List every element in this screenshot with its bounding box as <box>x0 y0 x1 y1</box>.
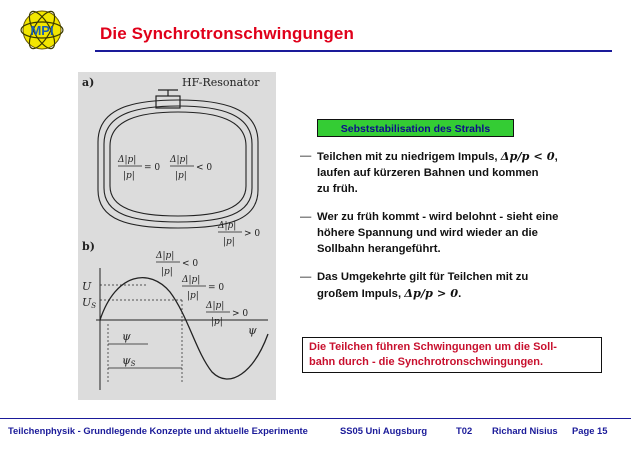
bullet-text: Sollbahn herangeführt. <box>317 243 441 255</box>
psi-label: ψ <box>122 330 131 343</box>
frac-num-2: Δ|p| <box>170 155 189 165</box>
title-divider <box>95 50 612 52</box>
bullet-text: höhere Spannung und wird wieder an die <box>317 227 538 239</box>
bullet-dash: — <box>300 211 312 223</box>
frac-num-1: Δ|p| <box>118 155 137 165</box>
resonator-label: HF-Resonator <box>182 76 260 89</box>
axis-us-label: US <box>82 296 97 310</box>
frac-den-6: |p| <box>211 317 223 327</box>
frac-num-3: Δ|p| <box>218 221 237 231</box>
footer-divider <box>0 418 631 419</box>
footer-course: Teilchenphysik - Grundlegende Konzepte und aktuelle Experimente <box>8 425 308 436</box>
frac-den-5: |p| <box>187 291 199 301</box>
frac-num-5: Δ|p| <box>182 275 201 285</box>
frac-num-4: Δ|p| <box>156 251 175 261</box>
bullet-text: Teilchen mit zu niedrigem Impuls, <box>317 151 498 163</box>
bullet-text: großem Impuls, <box>317 288 402 300</box>
panel-b-label: b) <box>82 240 95 253</box>
bullet-dash: — <box>300 271 312 283</box>
figure-drawing <box>78 72 276 400</box>
psi-s-label: ψS <box>122 354 136 368</box>
bullet-item <box>300 209 610 257</box>
axis-u-label: U <box>82 280 92 293</box>
panel-a-label: a) <box>82 76 95 89</box>
eq-zero-2: = 0 <box>208 283 225 293</box>
stabilisation-label: Sebststabilisation des Strahls <box>317 119 514 137</box>
gt-zero-2: > 0 <box>232 309 249 319</box>
lt-zero-2: < 0 <box>182 259 199 269</box>
frac-den-1: |p| <box>123 171 135 181</box>
bullet-math: Δp/p < 0 <box>500 149 555 163</box>
mpi-logo <box>18 6 66 54</box>
bullet-item: — Das Umgekehrte gilt für Teilchen mit zu großem Impuls, Δp/p > 0. <box>300 271 529 300</box>
bullet-text: Das Umgekehrte gilt für Teilchen mit zu <box>317 271 529 283</box>
bullet-dash: — <box>300 150 312 162</box>
frac-den-3: |p| <box>223 237 235 247</box>
frac-den-2: |p| <box>175 171 187 181</box>
bullet-text: zu früh. <box>317 183 358 195</box>
footer-author: Richard Nisius <box>492 425 558 436</box>
summary-line: Die Teilchen führen Schwingungen um die Soll- <box>309 341 557 353</box>
axis-psi-label: ψ <box>248 324 257 337</box>
bullet-text: Wer zu früh kommt - wird belohnt - sieht eine <box>317 211 559 223</box>
footer <box>8 425 620 436</box>
footer-page: Page 15 <box>572 425 608 436</box>
gt-zero-1: > 0 <box>244 229 261 239</box>
summary-line: bahn durch - die Synchrotronschwingungen. <box>309 356 544 368</box>
frac-den-4: |p| <box>161 267 173 277</box>
synchrotron-figure <box>78 72 276 400</box>
lt-zero-1: < 0 <box>196 163 213 173</box>
bullet-list <box>300 148 610 314</box>
bullet-item: — Teilchen mit zu niedrigem Impuls, Δp/p < 0, laufen auf kürzeren Bahnen und kommen zu früh. <box>300 149 558 195</box>
footer-code: T02 <box>456 425 473 436</box>
footer-term: SS05 Uni Augsburg <box>340 425 428 436</box>
bullet-text: laufen auf kürzeren Bahnen und kommen <box>317 167 539 179</box>
bullet-math: Δp/p > 0 <box>404 286 459 300</box>
eq-zero-1: = 0 <box>144 163 161 173</box>
frac-num-6: Δ|p| <box>206 301 225 311</box>
page-title: Die Synchrotronschwingungen <box>100 24 354 43</box>
logo-text: MPI <box>30 23 54 38</box>
summary-box <box>302 337 602 373</box>
